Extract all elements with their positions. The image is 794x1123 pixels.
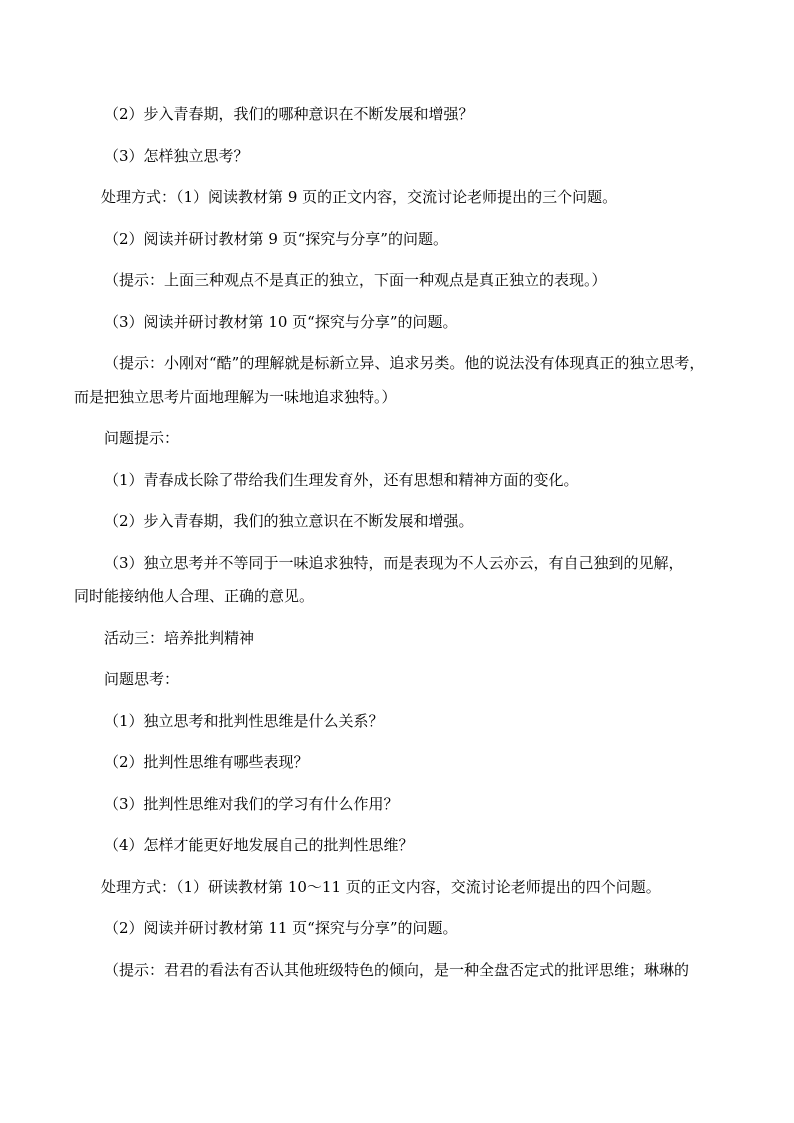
question-thinking-heading: 问题思考：	[104, 670, 180, 688]
question-hint-3-text-line-1: （3）独立思考并不等同于一味追求独特，而是表现为不人云亦云，有自己独到的见解，	[104, 553, 684, 572]
hint-1-text: （提示：上面三种观点不是真正的独立，下面一种观点是真正独立的表现。）	[104, 271, 607, 289]
handling-method-1-text: 处理方式：（1）阅读教材第 9 页的正文内容，交流讨论老师提出的三个问题。	[101, 188, 618, 206]
handling-method-5-text: （2）阅读并研讨教材第 11 页“探究与分享”的问题。	[104, 919, 458, 937]
thinking-question-4-text: （4）怎样才能更好地发展自己的批判性思维？	[104, 836, 414, 854]
question-3-text: （3）怎样独立思考？	[104, 146, 249, 165]
hint-2-text-line-2: 而是把独立思考片面地理解为一味地追求独特。）	[74, 387, 397, 406]
question-hint-2-text: （2）步入青春期，我们的独立意识在不断发展和增强。	[104, 512, 474, 530]
thinking-question-1-text: （1）独立思考和批判性思维是什么关系？	[104, 711, 384, 730]
handling-method-2-text: （2）阅读并研讨教材第 9 页“探究与分享”的问题。	[104, 229, 448, 248]
document-body	[74, 103, 724, 1000]
thinking-question-3-text: （3）批判性思维对我们的学习有什么作用？	[104, 794, 399, 813]
hint-2-text-line-1: （提示：小刚对“酷”的理解就是标新立异、追求另类。他的说法没有体现真正的独立思考，	[104, 354, 705, 372]
question-hint-3-text-line-2: 同时能接纳他人合理、正确的意见。	[74, 587, 315, 605]
handling-method-4-text: 处理方式：（1）研读教材第 10～11 页的正文内容，交流讨论老师提出的四个问题。	[101, 877, 661, 896]
question-hint-1-text: （1）青春成长除了带给我们生理发育外，还有思想和精神方面的变化。	[104, 470, 579, 489]
hint-3-text: （提示：君君的看法有否认其他班级特色的倾向，是一种全盘否定式的批评思维；琳琳的	[104, 960, 690, 979]
thinking-question-2-text: （2）批判性思维有哪些表现？	[104, 753, 309, 771]
handling-method-3-text: （3）阅读并研讨教材第 10 页“探究与分享”的问题。	[104, 312, 458, 331]
activity-3-heading: 活动三：培养批判精神	[104, 628, 255, 647]
question-2-text: （2）步入青春期，我们的哪种意识在不断发展和增强？	[104, 105, 474, 123]
question-hints-heading: 问题提示：	[104, 429, 180, 447]
